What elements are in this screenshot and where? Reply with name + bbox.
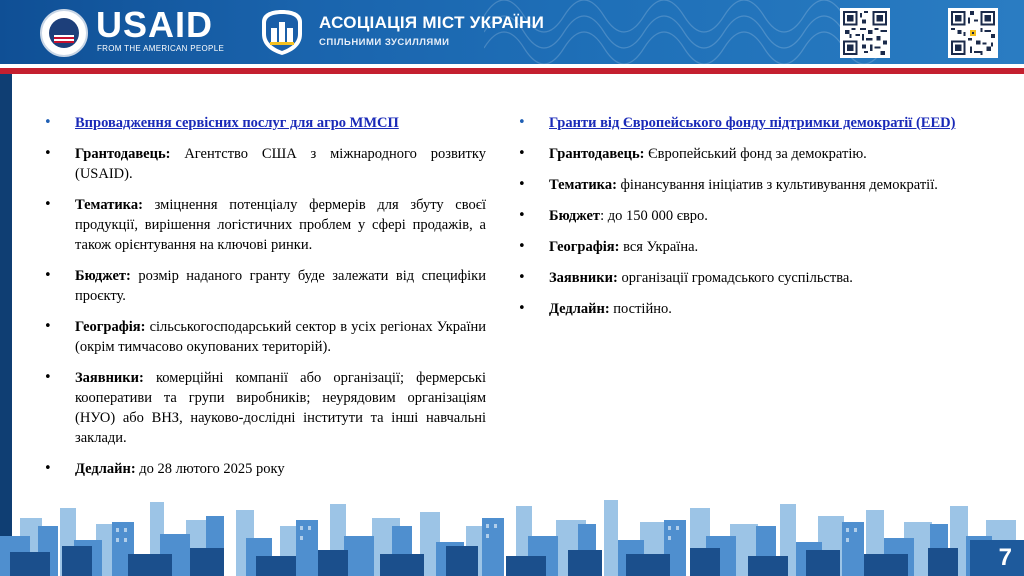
header-divider xyxy=(0,68,1024,74)
left-grant-applicants xyxy=(38,368,486,448)
field-value: сільськогосподарський сектор в усіх регіонах України (окрім тимчасово окупованих територій). xyxy=(75,319,486,355)
field-label: Дедлайн: xyxy=(75,461,136,477)
field-value: : до 150 000 євро. xyxy=(600,208,708,224)
left-grant-title-link[interactable]: Впровадження сервісних послуг для агро ММСП xyxy=(75,115,399,131)
left-grant-list xyxy=(38,113,486,479)
field-label: Бюджет: xyxy=(75,268,131,284)
right-grant-list xyxy=(512,113,957,319)
city-skyline-footer xyxy=(0,496,1024,576)
page-number: 7 xyxy=(998,544,1012,571)
bullet-icon: • xyxy=(518,301,526,316)
bullet-icon: • xyxy=(518,177,526,192)
qr-code-2[interactable] xyxy=(948,8,998,58)
qr-code-1[interactable] xyxy=(840,8,890,58)
association-subtitle: СПІЛЬНИМИ ЗУСИЛЛЯМИ xyxy=(319,37,450,48)
bullet-icon: • xyxy=(518,115,526,130)
bullet-icon: • xyxy=(44,319,52,334)
right-grant-budget xyxy=(512,206,957,226)
bullet-icon: • xyxy=(518,270,526,285)
usaid-seal-logo xyxy=(40,9,88,57)
field-label: Дедлайн: xyxy=(549,301,610,317)
left-grant-deadline xyxy=(38,459,486,479)
bullet-icon: • xyxy=(44,461,52,476)
left-grant-title-item xyxy=(38,113,486,133)
left-grant-geography xyxy=(38,317,486,357)
field-label: Заявники: xyxy=(75,370,144,386)
bullet-icon: • xyxy=(44,146,52,161)
bullet-icon: • xyxy=(44,370,52,385)
field-value: комерційні компанії або організації; фермерські кооперативи та групи виробників; неурядовим організаціям (НУО) або ВНЗ, науково-дослідні інститути та інші навчальні заклади. xyxy=(75,370,486,446)
association-logo-icon xyxy=(256,8,308,56)
field-label: Заявники: xyxy=(549,270,618,286)
right-grant-title-item xyxy=(512,113,957,133)
field-value: Європейський фонд за демократію. xyxy=(644,146,867,162)
right-grant-topic xyxy=(512,175,957,195)
bullet-icon: • xyxy=(518,208,526,223)
field-label: Географія: xyxy=(75,319,146,335)
field-value: організації громадського суспільства. xyxy=(617,270,853,286)
bullet-icon: • xyxy=(44,115,52,130)
usaid-tagline: FROM THE AMERICAN PEOPLE xyxy=(97,44,225,53)
field-label: Грантодавець: xyxy=(549,146,645,162)
right-grant-geography xyxy=(512,237,957,257)
right-grant-title-link[interactable]: Гранти від Європейського фонду підтримки демократії (EED) xyxy=(549,115,956,131)
bullet-icon: • xyxy=(518,239,526,254)
left-grant-budget xyxy=(38,266,486,306)
right-grant-applicants xyxy=(512,268,957,288)
right-grant-column xyxy=(512,113,957,330)
field-value: розмір наданого гранту буде залежати від специфіки проєкту. xyxy=(75,268,486,304)
left-grant-topic xyxy=(38,195,486,255)
left-grant-column xyxy=(38,113,486,490)
field-label: Географія: xyxy=(549,239,620,255)
left-grant-donor xyxy=(38,144,486,184)
field-value: постійно. xyxy=(609,301,672,317)
association-title: АСОЦІАЦІЯ МІСТ УКРАЇНИ xyxy=(319,13,545,32)
bullet-icon: • xyxy=(44,268,52,283)
field-label: Грантодавець: xyxy=(75,146,171,162)
field-value: вся Україна. xyxy=(619,239,699,255)
field-label: Бюджет xyxy=(549,208,601,224)
field-value: зміцнення потенціалу фермерів для збуту своєї продукції, вирішення логістичних проблем у сфері продажів, а також орієнтування на ключові ринки. xyxy=(75,197,486,253)
field-value: Агентство США з міжнародного розвитку (USAID). xyxy=(75,146,486,182)
field-label: Тематика: xyxy=(549,177,617,193)
field-label: Тематика: xyxy=(75,197,143,213)
bullet-icon: • xyxy=(518,146,526,161)
header-banner xyxy=(0,0,1024,64)
right-grant-donor xyxy=(512,144,957,164)
usaid-wordmark: USAID xyxy=(96,4,214,45)
field-value: до 28 лютого 2025 року xyxy=(135,461,285,477)
field-value: фінансування ініціатив з культивування демократії. xyxy=(616,177,938,193)
bullet-icon: • xyxy=(44,197,52,212)
right-grant-deadline xyxy=(512,299,957,319)
